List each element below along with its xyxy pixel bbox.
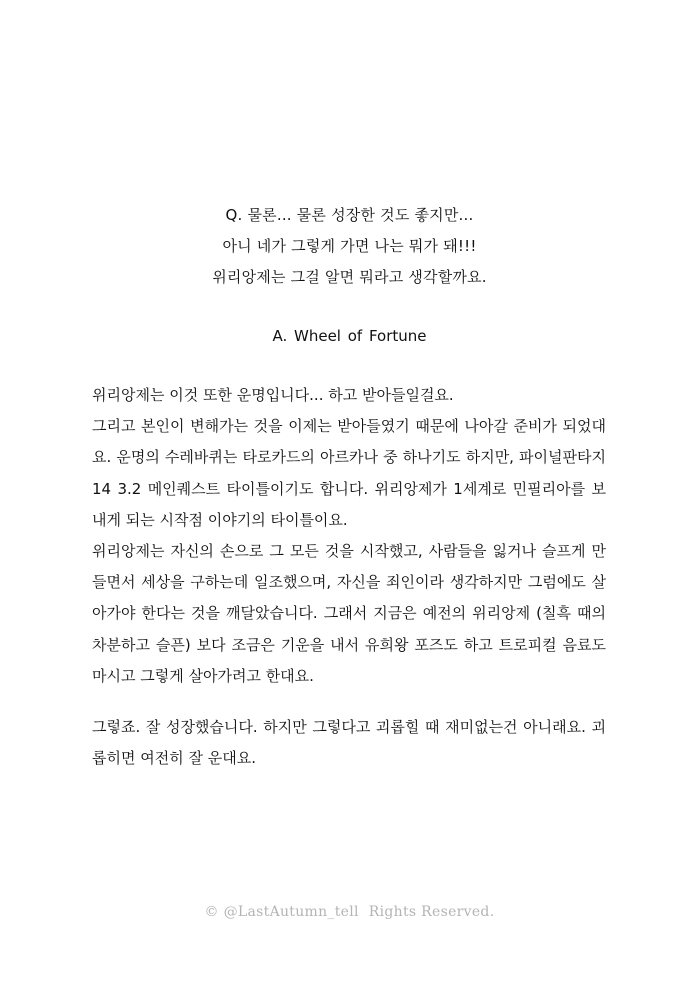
- question-line-1: Q. 물론... 물론 성장한 것도 좋지만...: [225, 206, 474, 224]
- question-line-2: 아니 네가 그렇게 가면 나는 뭐가 돼!!!: [222, 237, 477, 255]
- answer-title: A. Wheel of Fortune: [272, 327, 427, 345]
- copyright-footer: [0, 904, 699, 920]
- copyright-rights: Rights Reserved.: [368, 904, 495, 920]
- question-block: [0, 200, 699, 293]
- answer-paragraph-3: 위리앙제는 자신의 손으로 그 모든 것을 시작했고, 사람들을 잃거나 슬프게 만들면서 세상을 구하는데 일조했으며, 자신을 죄인이라 생각하지만 그럼에도 살아가야 한다는 것을 깨달았습니다. 그래서 지금은 예전의 위리앙제 (칠흑 때의 차분하고 슬픈) 보다 조금은 기운을 내서 유희왕 포즈도 하고 트로피컬 음료도 마시고 그렇게 살아가려고 한대요.: [92, 542, 606, 685]
- answer-paragraph-2: 그리고 본인이 변해가는 것을 이제는 받아들였기 때문에 나아갈 준비가 되었대요. 운명의 수레바퀴는 타로카드의 아르카나 중 하나기도 하지만, 파이널판타지 14 3.2 메인퀘스트 타이틀이기도 합니다. 위리앙제가 1세계로 민필리아를 보내게 되는 시작점 이야기의 타이틀이요.: [92, 417, 606, 529]
- closing-body: [92, 712, 606, 774]
- copyright-handle: @LastAutumn_tell: [223, 904, 359, 920]
- closing-paragraph: 그렇죠. 잘 성장했습니다. 하지만 그렇다고 괴롭힐 때 재미없는건 아니래요. 괴롭히면 여전히 잘 운대요.: [92, 718, 606, 768]
- answer-paragraph-1: 위리앙제는 이것 또한 운명입니다... 하고 받아들일걸요.: [92, 386, 454, 404]
- question-line-3: 위리앙제는 그걸 알면 뭐라고 생각할까요.: [212, 268, 487, 286]
- copyright-icon: ©: [204, 904, 219, 920]
- answer-body: [92, 380, 606, 692]
